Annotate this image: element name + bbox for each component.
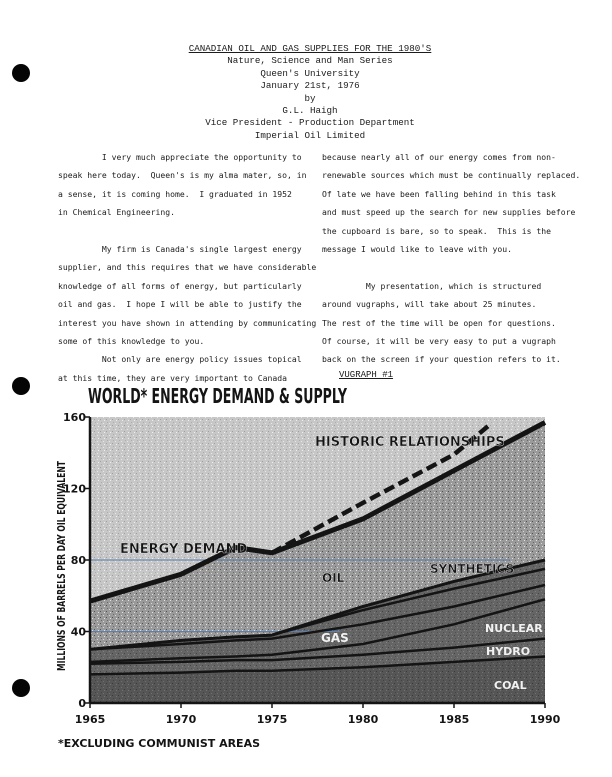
x-tick-label: 1970 (165, 713, 197, 726)
text-line: interest you have shown in attending by communicating (58, 317, 317, 328)
series-annotation: HISTORIC RELATIONSHIPS (315, 435, 505, 450)
text-line: renewable sources which must be continually replaced. (322, 170, 581, 181)
y-tick-label: 0 (78, 697, 86, 710)
y-tick-label: 120 (63, 482, 86, 496)
text-line: I very much appreciate the opportunity to (58, 152, 302, 162)
text-line: in Chemical Engineering. (58, 207, 175, 218)
text-line: My presentation, which is structured (322, 280, 542, 291)
text-line: back on the screen if your question refers to it. (322, 354, 561, 365)
document-title: CANADIAN OIL AND GAS SUPPLIES FOR THE 1980'S (188, 43, 432, 54)
x-tick-label: 1965 (74, 713, 106, 726)
series-annotation: HYDRO (486, 645, 531, 658)
y-tick-label: 40 (70, 625, 86, 639)
text-line: around vugraphs, will take about 25 minutes. (322, 299, 537, 310)
date: January 21st, 1976 (260, 80, 360, 92)
text-line: oil and gas. I hope I will be able to justify the (58, 299, 302, 310)
text-line: some of this knowledge to you. (58, 336, 205, 347)
text-line: Of late we have been falling behind in this task (322, 188, 556, 199)
text-line: message I would like to leave with you. (322, 244, 513, 255)
text-line: knowledge of all forms of energy, but particularly (58, 280, 302, 291)
text-line (322, 258, 580, 276)
text-line: a sense, it is coming home. I graduated in 1952 (58, 188, 292, 199)
y-tick-label: 80 (70, 554, 86, 567)
series-annotation: GAS (321, 631, 349, 645)
text-line: The rest of the time will be open for questions. (322, 317, 556, 328)
chart-footnote: *EXCLUDING COMMUNIST AREAS (58, 737, 261, 750)
text-line: the cupboard is bare, so to speak. This is the (322, 225, 552, 236)
text-line: My firm is Canada's single largest energy (58, 244, 302, 255)
right-text-column (322, 148, 580, 369)
series-annotation: COAL (494, 679, 527, 692)
text-line (58, 222, 316, 240)
binder-hole-top (12, 64, 30, 82)
series-annotation: ENERGY DEMAND (120, 542, 248, 557)
x-tick-label: 1980 (347, 713, 379, 726)
y-tick-label: 160 (63, 411, 86, 424)
series-annotation: NUCLEAR (485, 622, 543, 635)
energy-chart (0, 380, 612, 770)
document-header (130, 43, 490, 142)
text-line: speak here today. Queen's is my alma mater, so, in (58, 170, 307, 181)
y-axis-label: MILLIONS OF BARRELS PER DAY OIL EQUIVALENT (56, 382, 68, 671)
author: G.L. Haigh (282, 105, 338, 117)
by-line: by (304, 92, 316, 104)
company: Imperial Oil Limited (254, 129, 366, 141)
series-annotation: SYNTHETICS (430, 562, 515, 576)
chart-title: WORLD* ENERGY DEMAND & SUPPLY (88, 384, 348, 408)
text-line: supplier, and this requires that we have considerable (58, 262, 317, 273)
left-text-column (58, 148, 316, 387)
text-line: and must speed up the search for new supplies before (322, 207, 576, 218)
text-line: at this time, they are very important to Canada (58, 372, 288, 383)
author-position: Vice President - Production Department (205, 117, 415, 129)
x-tick-label: 1975 (256, 713, 288, 726)
lecture-series: Nature, Science and Man Series (227, 55, 393, 67)
series-annotation: OIL (322, 571, 345, 585)
university: Queen's University (260, 67, 360, 79)
text-line: Of course, it will be very easy to put a vugraph (322, 336, 556, 347)
text-line: Not only are energy policy issues topical (58, 354, 302, 365)
x-tick-label: 1985 (438, 713, 470, 726)
text-line: because nearly all of our energy comes from non- (322, 152, 556, 162)
vugraph-label: VUGRAPH #1 (339, 370, 394, 380)
x-tick-label: 1990 (529, 713, 561, 726)
